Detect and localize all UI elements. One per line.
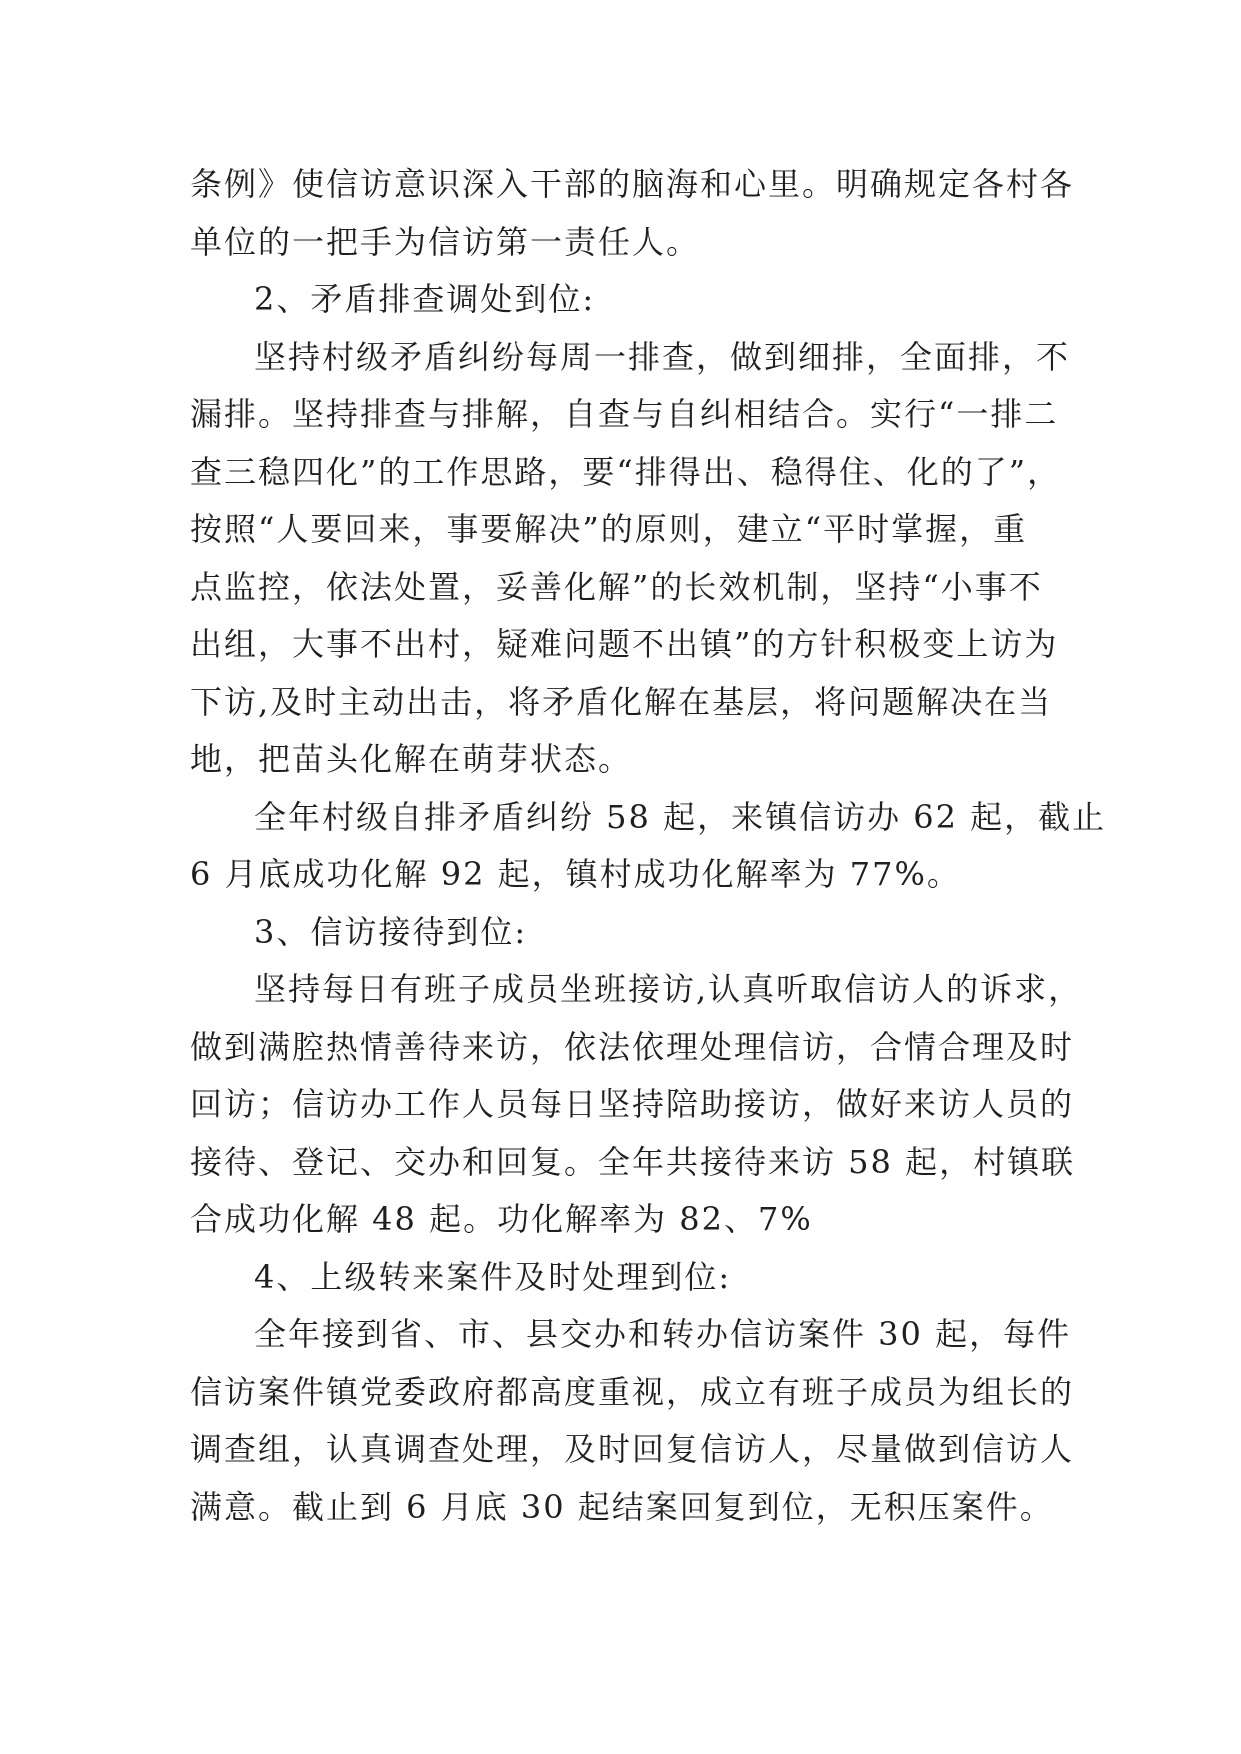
text-line: 坚持每日有班子成员坐班接访,认真听取信访人的诉求， [254,970,1083,1008]
text-line: 6 月底成功化解 92 起，镇村成功化解率为 77%。 [190,855,961,893]
section-heading: 4、上级转来案件及时处理到位: [254,1257,732,1296]
text-line: 信访案件镇党委政府都高度重视，成立有班子成员为组长的 [190,1372,1075,1411]
text-line: 调查组，认真调查处理，及时回复信访人，尽量做到信访人 [190,1430,1075,1468]
text-line: 全年村级自排矛盾纠纷 58 起，来镇信访办 62 起，截止 [254,797,1107,836]
text-line: 回访；信访办工作人员每日坚持陪助接访，做好来访人员的 [190,1085,1075,1123]
text-line: 出组，大事不出村，疑难问题不出镇”的方针积极变上访为 [190,625,1059,663]
text-line: 按照“人要回来，事要解决”的原则，建立“平时掌握，重 [190,510,1028,548]
text-line: 下访,及时主动出击，将矛盾化解在基层，将问题解决在当 [190,682,1053,721]
text-line: 点监控，依法处置，妥善化解”的长效机制，坚持“小事不 [190,567,1043,606]
text-line: 全年接到省、市、县交办和转办信访案件 30 起，每件 [254,1315,1072,1353]
text-line: 做到满腔热情善待来访，依法依理处理信访，合情合理及时 [190,1027,1075,1066]
document-body [190,156,1107,1536]
text-line: 查三稳四化”的工作思路，要“排得出、稳得住、化的了”， [190,452,1062,491]
text-line: 合成功化解 48 起。功化解率为 82、7% [190,1200,813,1238]
text-line: 条例》使信访意识深入干部的脑海和心里。明确规定各村各 [190,165,1075,203]
text-line: 地，把苗头化解在萌芽状态。 [190,740,633,778]
text-line: 漏排。坚持排查与排解，自查与自纠相结合。实行“一排二 [190,395,1059,433]
text-line: 满意。截止到 6 月底 30 起结案回复到位，无积压案件。 [190,1487,1054,1526]
text-line: 单位的一把手为信访第一责任人。 [190,222,701,261]
text-line: 坚持村级矛盾纠纷每周一排查，做到细排，全面排，不 [254,337,1071,376]
section-heading: 3、信访接待到位: [254,912,528,951]
text-line: 接待、登记、交办和回复。全年共接待来访 58 起，村镇联 [190,1142,1076,1181]
section-heading: 2、矛盾排查调处到位: [254,280,596,318]
